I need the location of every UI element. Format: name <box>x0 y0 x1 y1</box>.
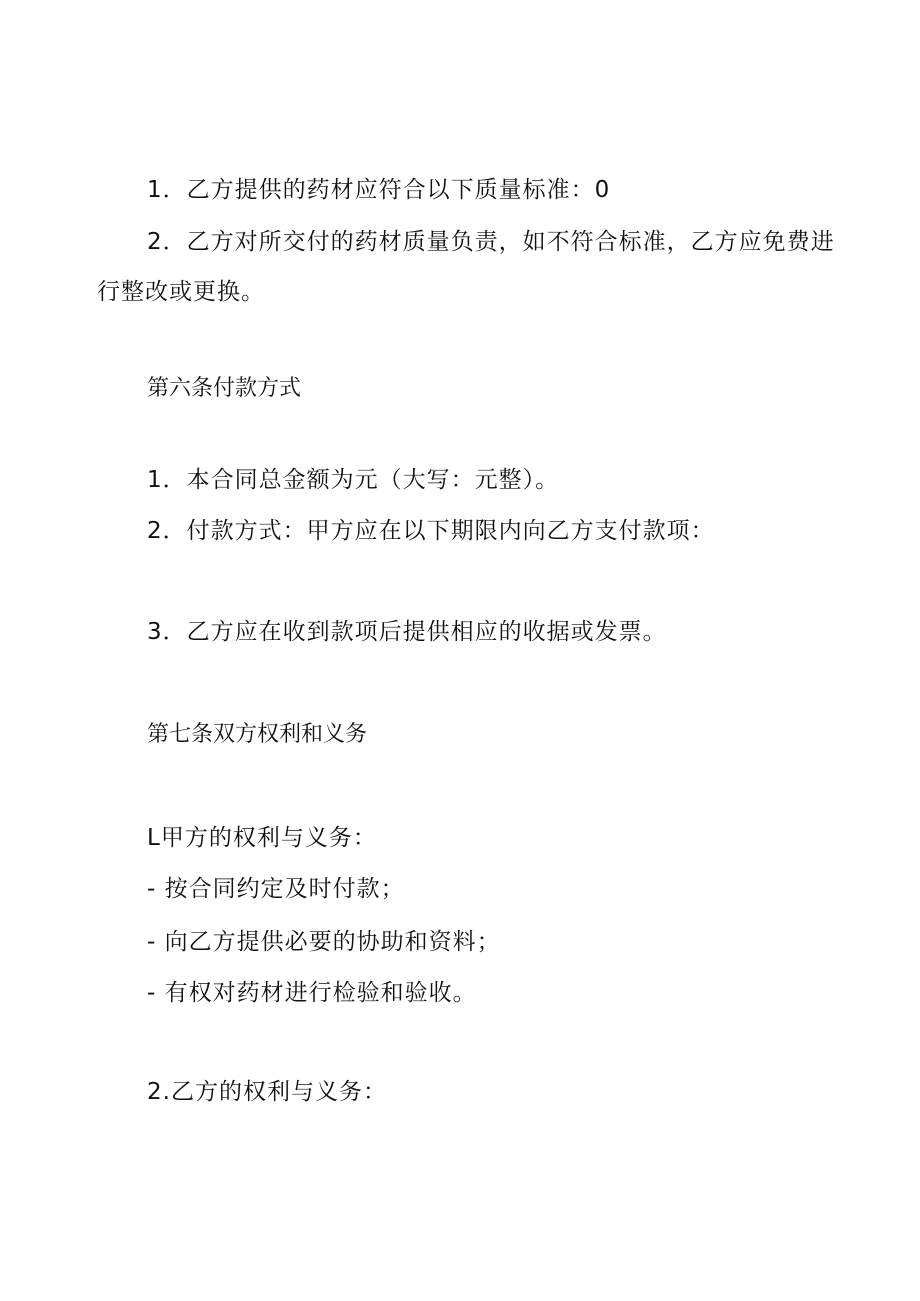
party-a-item-2: - 向乙方提供必要的协助和资料； <box>147 929 501 955</box>
payment-item-3: 3．乙方应在收到款项后提供相应的收据或发票。 <box>147 619 667 645</box>
party-a-rights-title: L甲方的权利与义务： <box>147 825 377 851</box>
article-7-heading: 第七条双方权利和义务 <box>147 722 368 747</box>
party-a-item-1: - 按合同约定及时付款； <box>147 876 405 902</box>
quality-item-1: 1．乙方提供的药材应符合以下质量标准：0 <box>147 177 611 203</box>
quality-item-2-line-1: 2．乙方对所交付的药材质量负责，如不符合标准，乙方应免费进 <box>147 229 835 255</box>
payment-item-1: 1．本合同总金额为元（大写：元整）。 <box>147 467 560 493</box>
party-a-item-3: - 有权对药材进行检验和验收。 <box>147 980 477 1006</box>
payment-item-2: 2．付款方式：甲方应在以下期限内向乙方支付款项： <box>147 518 715 544</box>
party-b-rights-title: 2.乙方的权利与义务： <box>147 1079 387 1105</box>
quality-item-2-line-2: 行整改或更换。 <box>97 279 265 305</box>
article-6-heading: 第六条付款方式 <box>147 376 302 401</box>
